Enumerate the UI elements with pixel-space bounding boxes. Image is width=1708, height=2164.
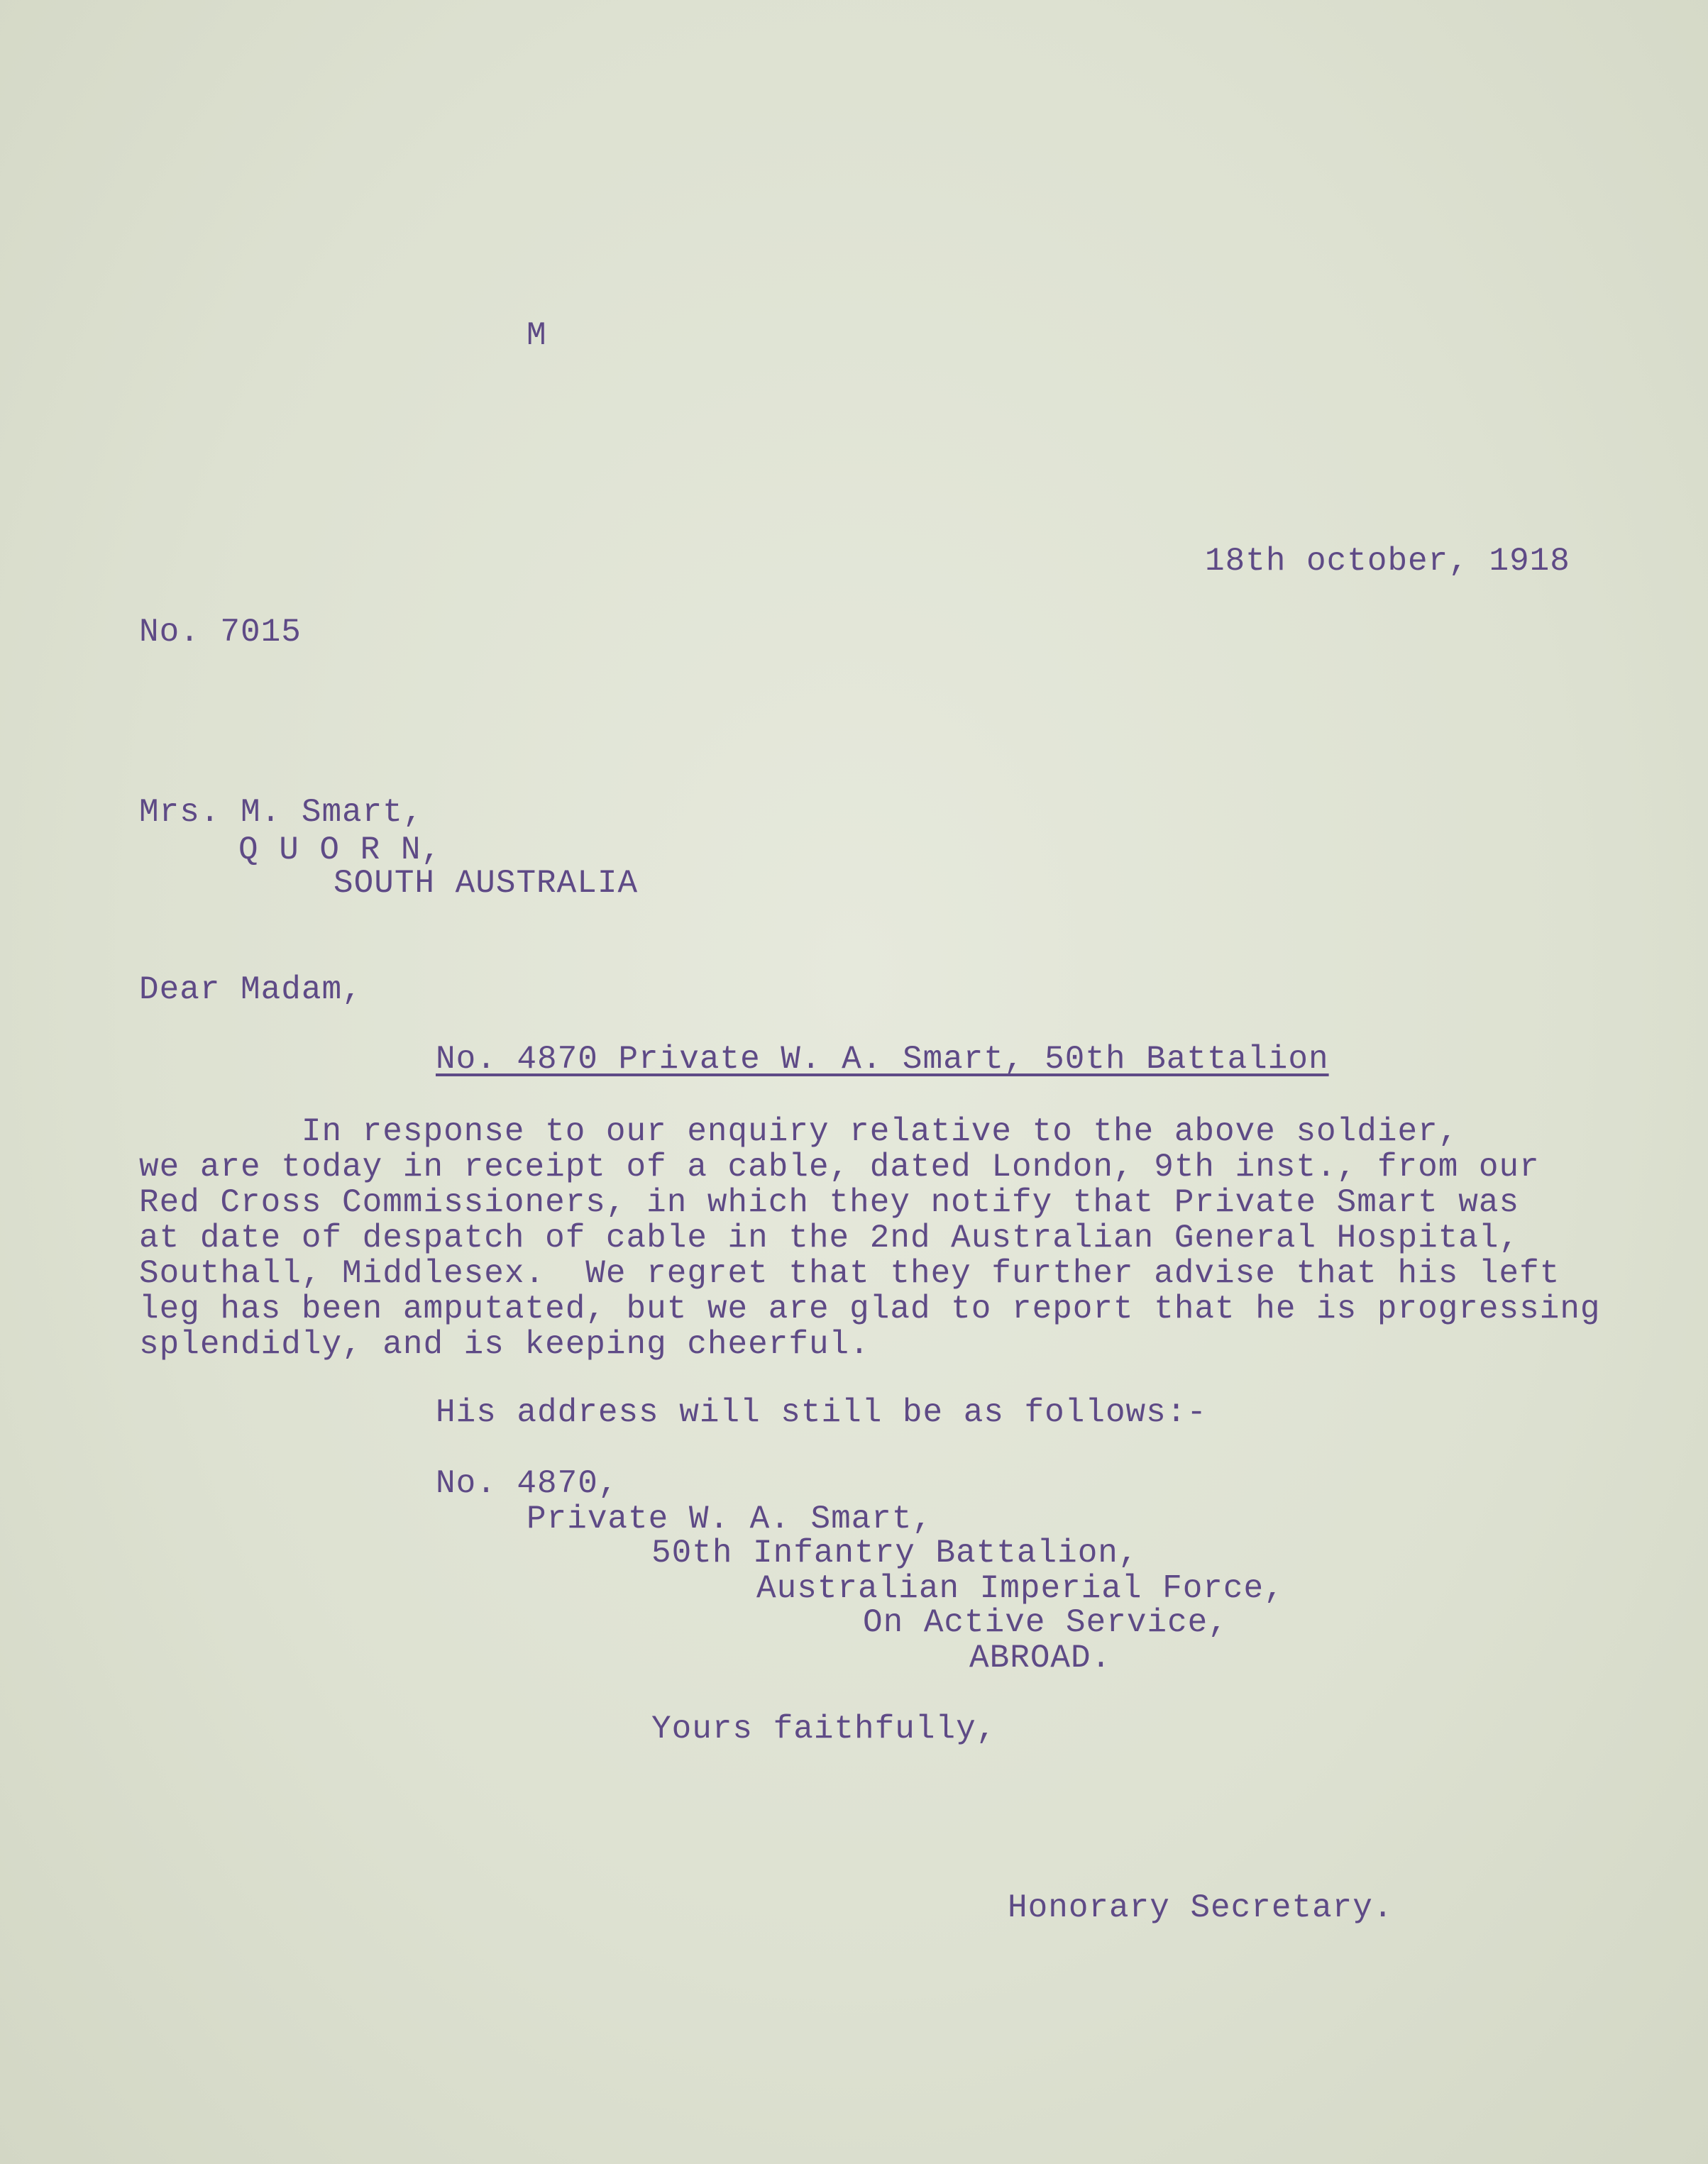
recipient-town: Q U O R N, [238,832,442,868]
recipient-name: Mrs. M. Smart, [139,794,424,831]
signatory-title: Honorary Secretary. [1008,1889,1394,1926]
recipient-state: SOUTH AUSTRALIA [334,865,639,902]
address-line: Australian Imperial Force, [756,1570,1284,1607]
reference-number: No. 7015 [139,614,302,651]
closing: Yours faithfully, [651,1711,997,1748]
address-line: No. 4870, [436,1465,619,1502]
letter-date: 18th october, 1918 [1205,543,1570,580]
address-line: On Active Service, [863,1604,1228,1641]
salutation: Dear Madam, [139,971,363,1008]
body-line: Southall, Middlesex. We regret that they further advise that his left [139,1255,1560,1292]
body-line: In response to our enquiry relative to the above soldier, [139,1113,1459,1150]
address-intro: His address will still be as follows:- [436,1394,1207,1431]
body-line: at date of despatch of cable in the 2nd Australian General Hospital, [139,1220,1520,1257]
body-line: Red Cross Commissioners, in which they notify that Private Smart was [139,1184,1520,1221]
body-line: splendidly, and is keeping cheerful. [139,1326,870,1363]
address-line: Private W. A. Smart, [527,1501,933,1538]
letter-body [139,1114,1601,1362]
letter-mark: M [527,317,547,354]
address-line: ABROAD. [969,1640,1112,1677]
body-line: leg has been amputated, but we are glad to report that he is progressing [139,1291,1601,1327]
subject-heading: No. 4870 Private W. A. Smart, 50th Battalion [436,1041,1329,1078]
address-line: 50th Infantry Battalion, [651,1535,1139,1572]
body-line: we are today in receipt of a cable, dated London, 9th inst., from our [139,1149,1540,1186]
